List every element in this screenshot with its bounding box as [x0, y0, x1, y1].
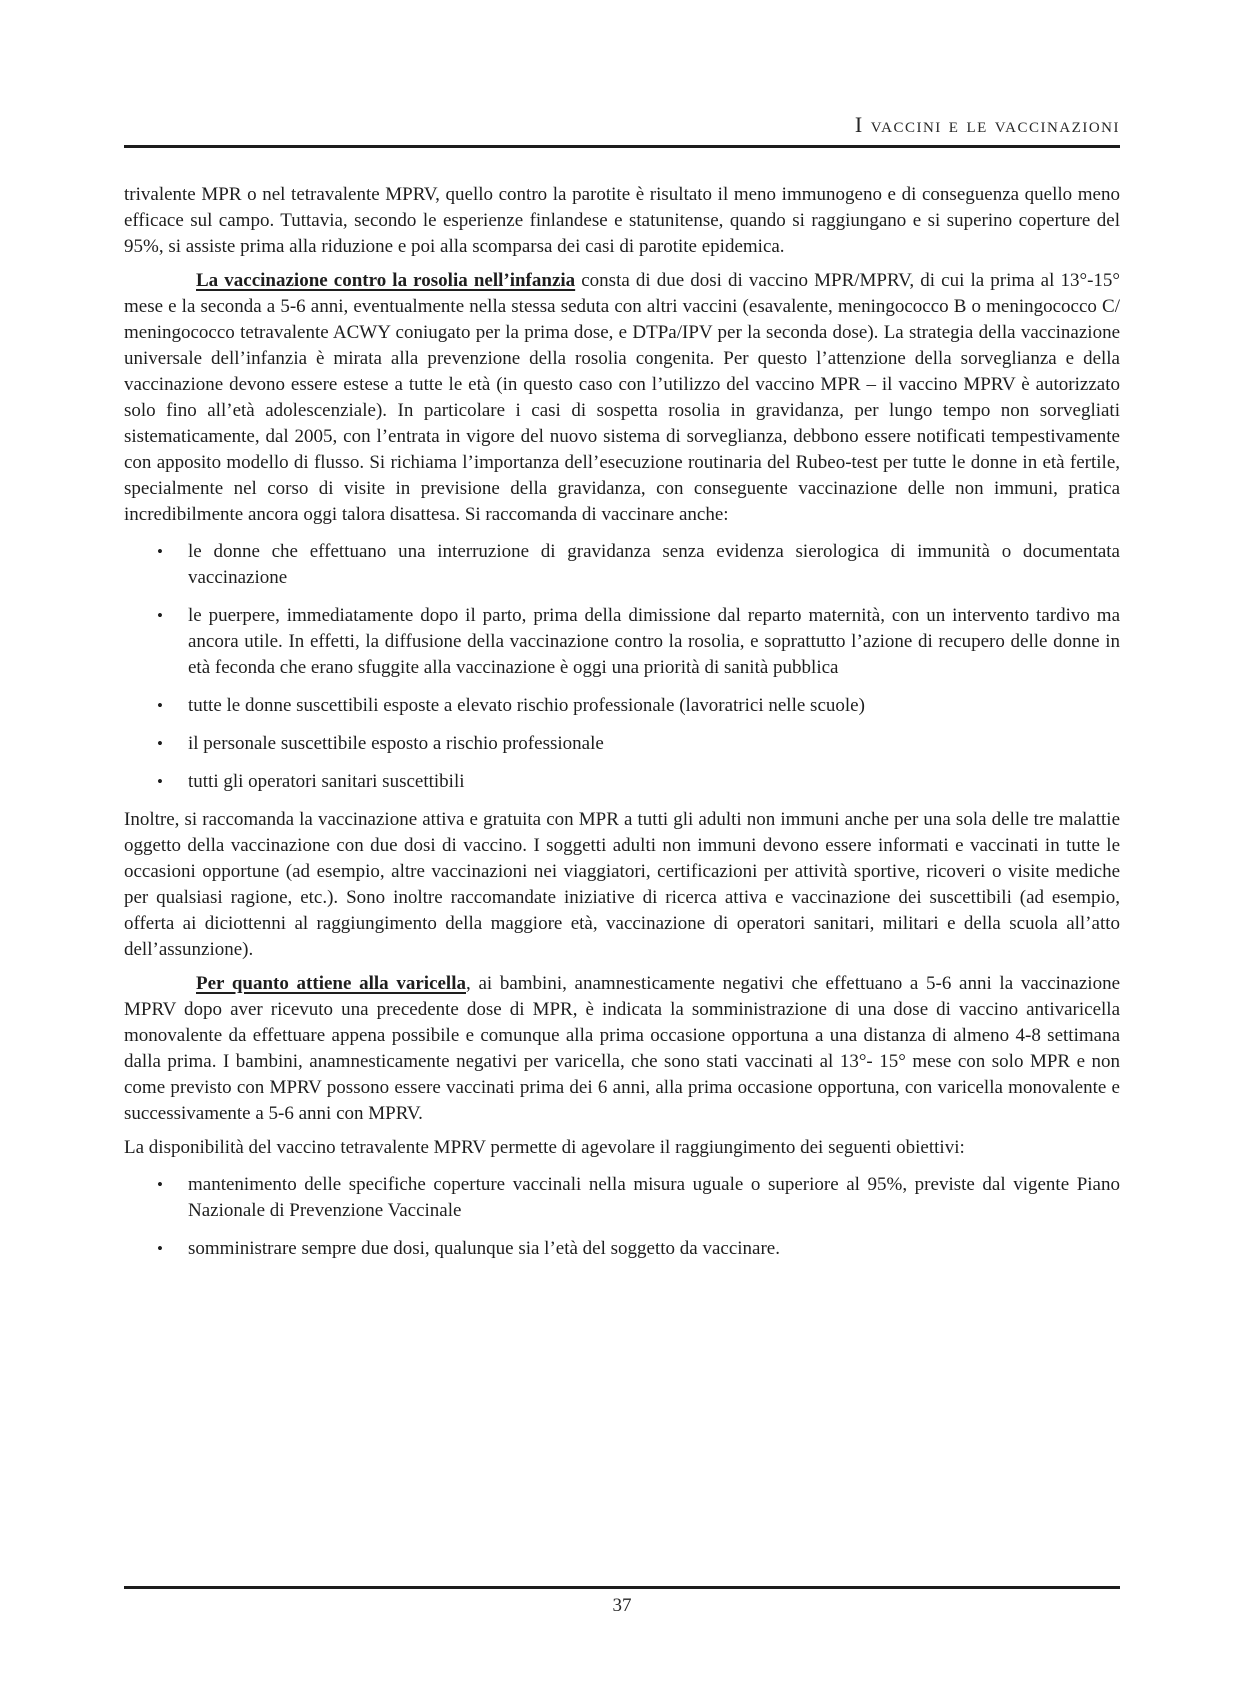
bullet-icon: • — [157, 606, 163, 625]
list-item — [124, 1172, 1120, 1224]
bullet-icon: • — [157, 772, 163, 791]
list-item — [124, 769, 1120, 795]
bullet-icon: • — [157, 734, 163, 753]
paragraph-varicella-text: , ai bambini, anamnesticamente negativi che effettuano a 5-6 anni la vaccinazione MPRV dopo aver ricevuto una precedente dose di MPR, è indicata la somministrazione di una dose di vaccino antivaricella monovalente da effettuare appena possibile e comunque alla prima occasione opportuna a una distanza di almeno 4-8 settimana dalla prima. I bambini, anamnesticamente negativi per varicella, che sono stati vaccinati al 13°- 15° mese con solo MPR e non come previsto con MPRV possono essere vaccinati prima dei 6 anni, alla prima occasione opportuna, con varicella monovalente e successivamente a 5-6 anni con MPRV. — [124, 973, 1120, 1124]
paragraph-rosolia-text: consta di due dosi di vaccino MPR/MPRV, di cui la prima al 13°-15° mese e la seconda a 5-6 anni, eventualmente nella stessa seduta con altri vaccini (esavalente, meningococco B o meningococco C/ meningococco tetravalente ACWY coniugato per la prima dose, e DTPa/IPV per la seconda dose). La strategia della vaccinazione universale dell’infanzia è mirata alla prevenzione della rosolia congenita. Per questo l’attenzione della sorveglianza e della vaccinazione devono essere estese a tutte le età (in questo caso con l’utilizzo del vaccino MPR – il vaccino MPRV è autorizzato solo fino all’età adolescenziale). In particolare i casi di sospetta rosolia in gravidanza, per lungo tempo non sorvegliati sistematicamente, dal 2005, con l’entrata in vigore del nuovo sistema di sorveglianza, debbono essere notificati tempestivamente con apposito modello di flusso. Si richiama l’importanza dell’esecuzione routinaria del Rubeo-test per tutte le donne in età fertile, specialmente nel corso di visite in previsione della gravidanza, con conseguente vaccinazione delle non immuni, pratica incredibilmente ancora oggi talora disattesa. Si raccomanda di vaccinare anche: — [124, 270, 1120, 525]
paragraph-rosolia — [124, 268, 1120, 528]
obiettivi-list — [124, 1172, 1120, 1262]
list-item — [124, 731, 1120, 757]
runin-heading-rosolia: La vaccinazione contro la rosolia nell’infanzia — [196, 270, 576, 291]
list-item — [124, 539, 1120, 591]
paragraph-varicella — [124, 971, 1120, 1127]
page-footer — [124, 1586, 1120, 1617]
list-item — [124, 693, 1120, 719]
page-body — [124, 182, 1120, 1274]
list-item — [124, 1236, 1120, 1262]
bullet-icon: • — [157, 696, 163, 715]
rosolia-recommendation-list — [124, 539, 1120, 795]
list-item-text: tutti gli operatori sanitari suscettibili — [188, 771, 465, 792]
list-item-text: le donne che effettuano una interruzione di gravidanza senza evidenza sierologica di immunità o documentata vaccinazione — [188, 541, 1120, 588]
runin-heading-varicella: Per quanto attiene alla varicella — [196, 973, 466, 994]
bullet-icon: • — [157, 542, 163, 561]
paragraph-parotite: trivalente MPR o nel tetravalente MPRV, quello contro la parotite è risultato il meno immunogeno e di conseguenza quello meno efficace sul campo. Tuttavia, secondo le esperienze finlandese e statunitense, quando si raggiungano e si superino coperture del 95%, si assiste prima alla riduzione e poi alla scomparsa dei casi di parotite epidemica. — [124, 184, 1120, 257]
page-number: 37 — [612, 1595, 632, 1616]
paragraph-disponibilita: La disponibilità del vaccino tetravalente MPRV permette di agevolare il raggiungimento dei seguenti obiettivi: — [124, 1137, 965, 1158]
page-header — [124, 112, 1120, 148]
list-item-text: le puerpere, immediatamente dopo il parto, prima della dimissione dal reparto maternità, con un intervento tardivo ma ancora utile. In effetti, la diffusione della vaccinazione contro la rosolia, e soprattutto l’azione di recupero delle donne in età feconda che erano sfuggite alla vaccinazione è oggi una priorità di sanità pubblica — [188, 605, 1120, 678]
header-rule — [124, 145, 1120, 148]
list-item-text: somministrare sempre due dosi, qualunque sia l’età del soggetto da vaccinare. — [188, 1238, 780, 1259]
bullet-icon: • — [157, 1239, 163, 1258]
paragraph-adulti: Inoltre, si raccomanda la vaccinazione attiva e gratuita con MPR a tutti gli adulti non immuni anche per una sola delle tre malattie oggetto della vaccinazione con due dosi di vaccino. I soggetti adulti non immuni devono essere informati e vaccinati in tutte le occasioni opportune (ad esempio, altre vaccinazioni nei viaggiatori, certificazioni per attività sportive, ricoveri o visite mediche per qualsiasi ragione, etc.). Sono inoltre raccomandate iniziative di ricerca attiva e vaccinazione dei suscettibili (ad esempio, offerta ai diciottenni al raggiungimento della maggiore età, vaccinazione di operatori sanitari, militari e della scuola all’atto dell’assunzione). — [124, 809, 1120, 960]
bullet-icon: • — [157, 1175, 163, 1194]
list-item-text: mantenimento delle specifiche coperture vaccinali nella misura uguale o superiore al 95%, previste dal vigente Piano Nazionale di Prevenzione Vaccinale — [188, 1174, 1120, 1221]
list-item-text: il personale suscettibile esposto a rischio professionale — [188, 733, 604, 754]
list-item-text: tutte le donne suscettibili esposte a elevato rischio professionale (lavoratrici nelle scuole) — [188, 695, 865, 716]
list-item — [124, 603, 1120, 681]
running-title: I vaccini e le vaccinazioni — [854, 112, 1120, 137]
